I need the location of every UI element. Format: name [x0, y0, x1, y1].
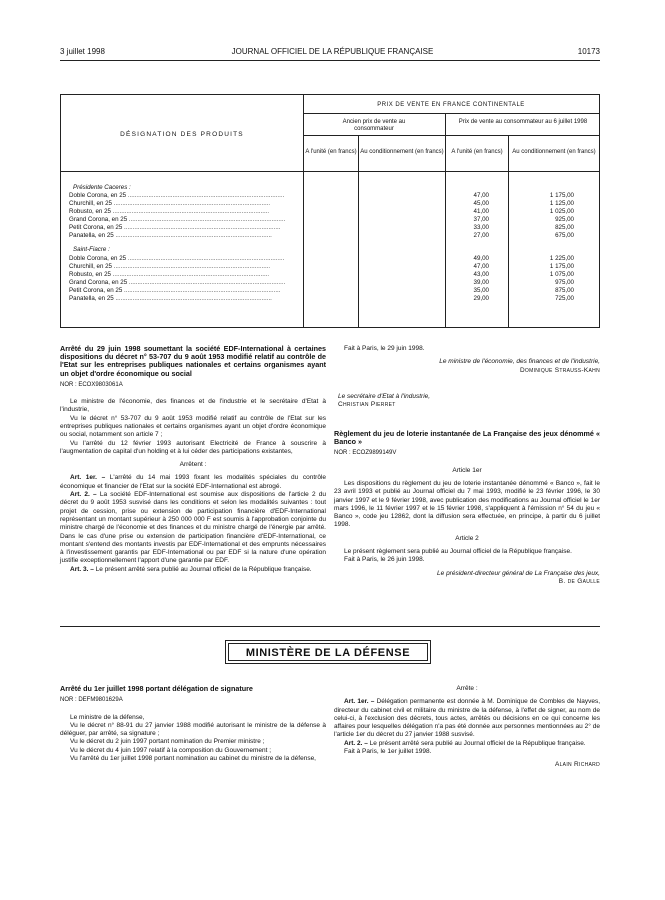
unit-price: 41,00 [473, 208, 489, 215]
arrete-edf [60, 345, 326, 574]
unit-price: 47,00 [473, 263, 489, 270]
main-price-header: PRIX DE VENTE EN FRANCE CONTINENTALE [377, 102, 525, 108]
signature-title: Le président-directeur général de La Française des jeux, [437, 569, 600, 577]
paragraph: Vu le décret du 2 juin 1997 portant nomination du Premier ministre ; [70, 738, 265, 746]
table-row-label: Grand Corona, en 25 ........................................................................................... [69, 216, 286, 223]
reglement-banco [334, 430, 600, 586]
old-pack-header: Au conditionnement (en francs) [360, 149, 444, 155]
pack-price: 1 175,00 [549, 263, 574, 270]
pack-price: 1 175,00 [549, 192, 574, 199]
signature-title: Le ministre de l'économie, des finances et de l'industrie, [439, 358, 600, 366]
table-row-label: Robusto, en 25 ........................................................................................... [69, 271, 270, 278]
signature-name: Dominique Strauss-Kahn [519, 366, 600, 374]
article-2: Art. 2. – Le présent arrêté sera publié au Journal officiel de la République française. [344, 739, 586, 747]
unit-price: 27,00 [473, 232, 489, 239]
header-rule [60, 60, 600, 61]
pack-price: 875,00 [555, 287, 574, 294]
old-unit-header: A l'unité (en francs) [305, 149, 357, 155]
unit-price: 33,00 [473, 224, 489, 231]
arrete-defense-done: Fait à Paris, le 1er juillet 1998. [344, 748, 432, 756]
reglement-done: Fait à Paris, le 26 juin 1998. [344, 556, 425, 564]
paragraph: Vu le décret n° 88-91 du 27 janvier 1988 modifié autorisant le ministre de la défense à déléguer, par arrêté, sa signature ; [60, 721, 326, 738]
table-row-label: Panatella, en 25 ........................................................................................... [69, 232, 272, 239]
header-journal-title: JOURNAL OFFICIEL DE LA RÉPUBLIQUE FRANÇAISE [231, 47, 434, 56]
pack-price: 925,00 [555, 216, 574, 223]
group-label: Saint-Fiacre : [73, 246, 110, 253]
designation-header: DÉSIGNATION DES PRODUITS [120, 131, 244, 138]
pack-price: 1 225,00 [549, 255, 574, 262]
arrete-edf-title: Arrêté du 29 juin 1998 soumettant la société EDF-International à certaines dispositions du décret n° 53-707 du 9 août 1953 modifié relatif au contrôle de l'Etat sur les entreprises publiques nationales et certains organismes ayant un objet d'ordre économique ou social [60, 344, 326, 378]
paragraph: Vu l'arrêté du 1er juillet 1998 portant nomination au cabinet du ministre de la défense, [70, 754, 316, 762]
arrete-defense-title: Arrêté du 1er juillet 1998 portant délégation de signature [60, 684, 253, 693]
arrete-edf-nor: NOR : ECOX9803061A [60, 381, 123, 388]
table-row-label: Panatella, en 25 ........................................................................................... [69, 295, 272, 302]
arrete-edf-done: Fait à Paris, le 29 juin 1998. [344, 345, 425, 352]
table-row-label: Grand Corona, en 25 ........................................................................................... [69, 279, 286, 286]
arrete-defense-nor: NOR : DEFM9801629A [60, 697, 123, 704]
pack-price: 725,00 [555, 295, 574, 302]
pack-price: 975,00 [555, 279, 574, 286]
paragraph: Vu le décret n° 53-707 du 9 août 1953 modifié relatif au contrôle de l'Etat sur les entreprises publiques nationales et certains organismes ayant un objet d'ordre économique ou social, notamment son article 7 ; [60, 414, 326, 439]
article-2: Art. 2. – La société EDF-International est soumise aux dispositions de l'article 2 du décret du 9 août 1953 susvisé dans les conditions et selon les modalités suivantes : tout projet de cession, prise ou extension de participation financière d'EDF-International représentant un montant supérieur à 250 000 000 F est soumis à l'approbation conjointe du ministre chargé de l'économie et des finances et du ministre chargé de l'énergie par arrêté. Dans le cas d'une prise ou extension de participation financière d'EDF-International, ce montant s'entend des montants investis par EDF-International et des emprunts nécessaires à l'investissement garantis par EDF-International ou par EDF si la nature d'une opération justifie exceptionnellement l'apport d'une garantie par EDF. [60, 491, 327, 565]
pack-price: 1 075,00 [549, 271, 574, 278]
pack-price: 825,00 [555, 224, 574, 231]
paragraph: Vu l'arrêté du 12 février 1993 autorisant Electricité de France à souscrire à l'augmentation de capital d'un holding et à lui céder des participations existantes, [60, 439, 326, 455]
new-unit-header: A l'unité (en francs) [451, 149, 503, 155]
arrete-label: Arrête : [456, 685, 478, 692]
paragraph: Le ministre de l'économie, des finances et de l'industrie et le secrétaire d'Etat à l'industrie, [60, 398, 326, 414]
new-pack-header: Au conditionnement (en francs) [512, 149, 596, 155]
article-3: Art. 3. – Le présent arrêté sera publié au Journal officiel de la République française. [70, 565, 312, 573]
reglement-title: Règlement du jeu de loterie instantanée de La Française des jeux dénommé « Banco » [334, 429, 600, 447]
secondary-signature [334, 393, 494, 410]
unit-price: 47,00 [473, 192, 489, 199]
arrete-defense [60, 685, 326, 763]
signature-title: Le secrétaire d'Etat à l'industrie, [338, 393, 431, 400]
unit-price: 39,00 [473, 279, 489, 286]
unit-price: 29,00 [473, 295, 489, 302]
reglement-nor: NOR : ECOZ9899149V [334, 450, 397, 457]
pack-price: 1 125,00 [549, 200, 574, 207]
unit-price: 45,00 [473, 200, 489, 207]
table-row-label: Petit Corona, en 25 ........................................................................................... [69, 224, 281, 231]
header-date: 3 juillet 1998 [60, 47, 105, 56]
price-table [60, 94, 600, 328]
article-1: Art. 1er. – Délégation permanente est donnée à M. Dominique de Combles de Nayves, directeur du cabinet civil et militaire du ministre de la défense, à l'effet de signer, au nom de celui-ci, à l'exclusion des décrets, tous actes, arrêtés ou décisions en ce qui concerne les affaires pour lesquelles délégation n'a pas été donnée aux personnes mentionnées au 2° de l'article 1er du décret du 27 janvier 1988 susvisé. [334, 698, 600, 739]
paragraph: Le ministre de la défense, [70, 713, 145, 721]
unit-price: 35,00 [473, 287, 489, 294]
pack-price: 675,00 [555, 232, 574, 239]
unit-price: 49,00 [473, 255, 489, 262]
article-1: Art. 1er. – L'arrêté du 14 mai 1993 fixant les modalités spéciales du contrôle économique et financier de l'Etat sur la société EDF-International est abrogé. [60, 474, 327, 490]
section-rule [60, 626, 600, 627]
signature-name: Christian Pierret [338, 401, 396, 409]
paragraph: Vu le décret du 4 juin 1997 relatif à la composition du Gouvernement ; [70, 746, 272, 754]
signature-name: B. de Gaulle [558, 577, 600, 585]
table-row-label: Doble Corona, en 25 ........................................................................................... [69, 255, 285, 262]
arretent-label: Arrêtent : [179, 461, 207, 469]
ministry-title: MINISTÈRE DE LA DÉFENSE [228, 643, 428, 661]
table-row-label: Churchill, en 25 ........................................................................................... [69, 200, 271, 207]
table-row-label: Petit Corona, en 25 ........................................................................................... [69, 287, 281, 294]
group-label: Présidente Caceres : [73, 184, 131, 191]
article-2: Le présent règlement sera publié au Journal officiel de la République française. [344, 548, 572, 556]
article-1: Les dispositions du règlement du jeu de loterie instantanée dénommé « Banco », fait le 23 avril 1993 et publié au Journal officiel du 7 mai 1993, modifié le 23 février 1996, le 30 janvier 1997 et le 9 février 1998, avec publication des modifications au Journal officiel le 1er mars 1996, le 11 février 1997 et le 15 février 1998, s'appliquent à l'émission n° 54 du jeu « Banco », code jeu 12862, dont la diffusion sera effectuée, en principe, à partir du 6 juillet 1998. [334, 480, 600, 529]
unit-price: 37,00 [473, 216, 489, 223]
table-row-label: Churchill, en 25 ........................................................................................... [69, 263, 271, 270]
header-page-number: 10173 [577, 47, 600, 56]
arrete-defense-continued [334, 685, 600, 770]
article-heading: Article 1er [452, 466, 482, 474]
table-row-label: Robusto, en 25 ........................................................................................... [69, 208, 270, 215]
right-column-top [334, 345, 600, 375]
new-price-header: Prix de vente au consommateur au 6 juillet 1998 [458, 119, 588, 125]
table-row-label: Doble Corona, en 25 ........................................................................................... [69, 192, 285, 199]
signature-name: Alain Richard [554, 761, 600, 769]
article-heading: Article 2 [455, 534, 479, 542]
unit-price: 43,00 [473, 271, 489, 278]
old-price-header: Ancien prix de vente au consommateur [342, 119, 406, 132]
pack-price: 1 025,00 [549, 208, 574, 215]
ministry-banner [225, 640, 431, 664]
